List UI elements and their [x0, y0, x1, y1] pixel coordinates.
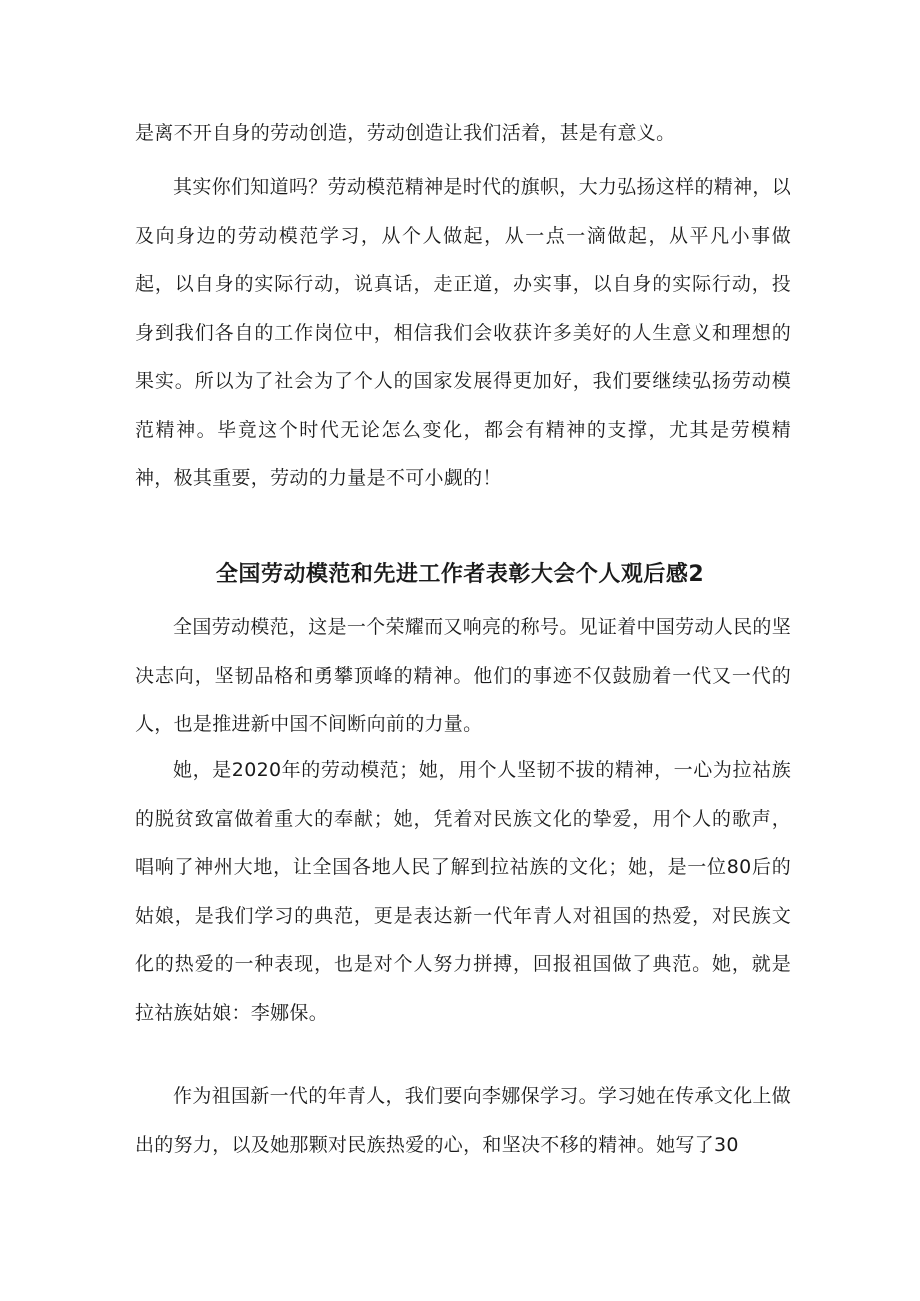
paragraph-li-nabao: 她，是2020年的劳动模范；她，用个人坚韧不拔的精神，一心为拉祜族的脱贫致富做着重大的奉献；她，凭着对民族文化的挚爱，用个人的歌声，唱响了神州大地，让全国各地人民了解到拉祜族的文化；她，是一位80后的姑娘，是我们学习的典范，更是表达新一代年青人对祖国的热爱，对民族文化的热爱的一种表现，也是对个人努力拼搏，回报祖国做了典范。她，就是拉祜族姑娘：李娜保。: [135, 759, 791, 1024]
paragraph-continuation: 是离不开自身的劳动创造，劳动创造让我们活着，甚是有意义。: [135, 122, 676, 144]
paragraph-labor-spirit: 其实你们知道吗？劳动模范精神是时代的旗帜，大力弘扬这样的精神，以及向身边的劳动模范学习，从个人做起，从一点一滴做起，从平凡小事做起，以自身的实际行动，说真话，走正道，办实事，以自身的实际行动，投身到我们各自的工作岗位中，相信我们会收获许多美好的人生意义和理想的果实。所以为了社会为了个人的国家发展得更加好，我们要继续弘扬劳动模范精神。毕竟这个时代无论怎么变化，都会有精神的支撑，尤其是劳模精神，极其重要，劳动的力量是不可小觑的！: [135, 176, 791, 489]
paragraph-model-worker-intro: 全国劳动模范，这是一个荣耀而又响亮的称号。见证着中国劳动人民的坚决志向，坚韧品格和勇攀顶峰的精神。他们的事迹不仅鼓励着一代又一代的人，也是推进新中国不间断向前的力量。: [135, 616, 791, 735]
section-title: 全国劳动模范和先进工作者表彰大会个人观后感2: [215, 562, 705, 587]
paragraph-learn-from: 作为祖国新一代的年青人，我们要向李娜保学习。学习她在传承文化上做出的努力，以及她那颗对民族热爱的心，和坚决不移的精神。她写了30: [135, 1085, 791, 1156]
